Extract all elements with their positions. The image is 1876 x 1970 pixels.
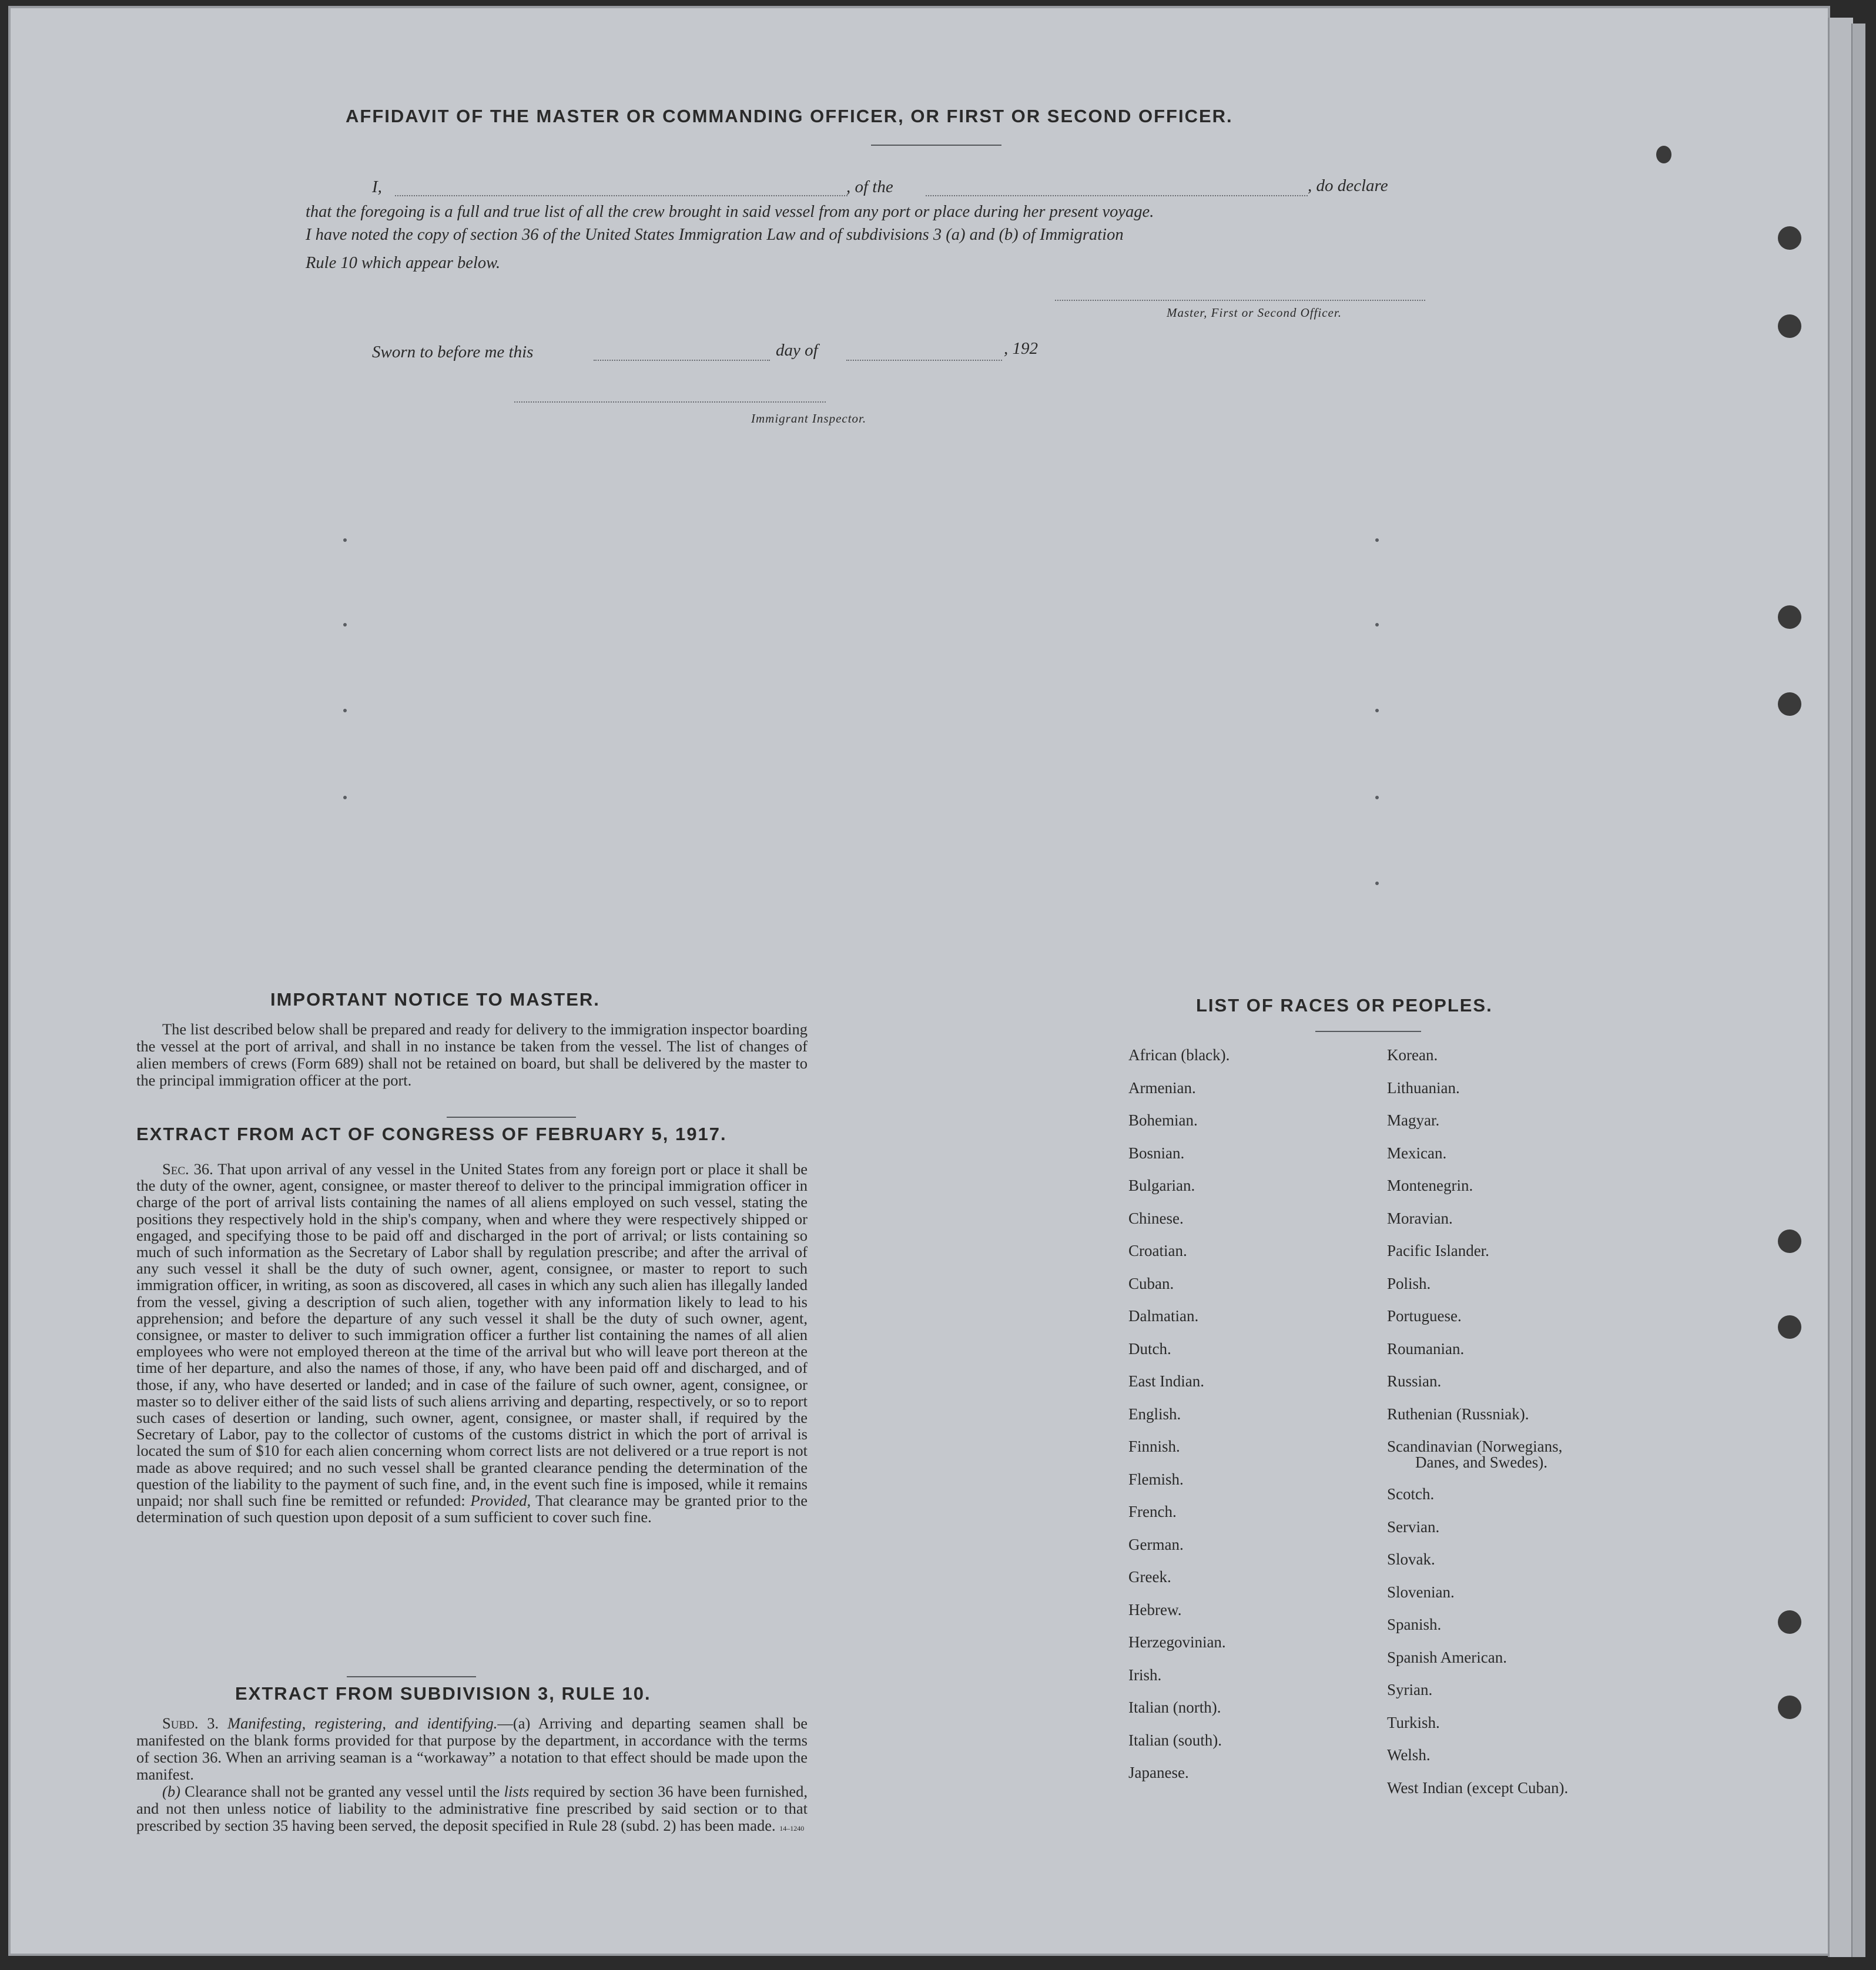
subdivision-heading: Manifesting, registering, and identifying. bbox=[227, 1714, 498, 1732]
race-item: Italian (north). bbox=[1128, 1698, 1221, 1716]
section-36-body: That upon arrival of any vessel in the United States from any foreign port or place it shall be the duty of the owner, agent, consignee, or master thereof to deliver to the principal immigration officer in charge of the port of arrival lists containing the names of all aliens employed on such vessel, stating the positions they respectively hold in the ship's company, when and where they were respectively shipped or engaged, and specifying those to be paid off and discharged in the port of arrival; or lists containing so much of such information as the Secretary of Labor shall by regulation prescribe; and after the arrival of any such vessel it shall be the duty of such owner, agent, consignee, or master to report to such immigration officer, in writing, as soon as discovered, all cases in which any such alien has illegally landed from the vessel, giving a description of such alien, together with any information likely to lead to his apprehension; and before the departure of any such vessel it shall be the duty of such owner, agent, consignee, or master to deliver to such immigration officer a further list containing the names of all alien employees who were not employed thereon at the time of the arrival but who will leave port thereon at the time of her departure, and also the names of those, if any, who have been paid off and discharged, and of those, if any, who have deserted or landed; and in case of the failure of such owner, agent, consignee, or master so to deliver either of the said lists of such aliens arriving and departing, respectively, or so to report such cases of desertion or landing, such owner, agent, consignee, or master shall, if required by the Secretary of Labor, pay to the collector of customs of the customs district in which the port of arrival is located the sum of $10 for each alien concerning whom correct lists are not delivered or a true report is not made as above required; and no such vessel shall be granted clearance pending the determination of the question of the liability to the payment of such fine, and, in the event such fine is imposed, while it remains unpaid; nor shall such fine be remitted or refunded: bbox=[136, 1160, 808, 1510]
extract-act-title: EXTRACT FROM ACT OF CONGRESS OF FEBRUARY 5, 1917. bbox=[136, 1124, 727, 1144]
race-item: Greek. bbox=[1128, 1568, 1171, 1586]
do-declare-label: , do declare bbox=[1308, 176, 1388, 195]
race-item: Dalmatian. bbox=[1128, 1307, 1199, 1325]
signature-blank[interactable] bbox=[1055, 300, 1425, 301]
race-item: Scandinavian (Norwegians, bbox=[1387, 1438, 1563, 1455]
punch-hole bbox=[1778, 314, 1801, 338]
races-title: LIST OF RACES OR PEOPLES. bbox=[1196, 995, 1493, 1016]
races-column-1 bbox=[1128, 1039, 1230, 1790]
race-item: Korean. bbox=[1387, 1046, 1438, 1064]
punch-hole bbox=[1778, 1229, 1801, 1253]
form-number: 14–1240 bbox=[779, 1824, 805, 1832]
punch-hole bbox=[1778, 1610, 1801, 1634]
inspector-blank[interactable] bbox=[514, 401, 826, 403]
race-item: Welsh. bbox=[1387, 1746, 1431, 1764]
race-item: Bohemian. bbox=[1128, 1111, 1198, 1129]
race-item: Scotch. bbox=[1387, 1485, 1435, 1503]
race-item: Irish. bbox=[1128, 1666, 1162, 1684]
races-column-2 bbox=[1387, 1039, 1568, 1804]
race-item: Moravian. bbox=[1387, 1209, 1453, 1227]
affidavit-i-label: I, bbox=[372, 177, 382, 196]
race-item: Bosnian. bbox=[1128, 1144, 1185, 1162]
race-item: Magyar. bbox=[1387, 1111, 1440, 1129]
subdivision-b-label: (b) bbox=[162, 1783, 180, 1800]
race-item: Portuguese. bbox=[1387, 1307, 1462, 1325]
race-item: Armenian. bbox=[1128, 1078, 1196, 1097]
ink-blot bbox=[1656, 146, 1671, 163]
stray-mark bbox=[1375, 709, 1379, 712]
affidavit-body-line-1: that the foregoing is a full and true list of all the crew brought in said vessel from any port or place during her present voyage. bbox=[306, 203, 1154, 221]
subdivision-a-paragraph bbox=[136, 1715, 808, 1783]
race-item: Spanish American. bbox=[1387, 1648, 1507, 1666]
races-title-rule bbox=[1315, 1031, 1421, 1032]
race-item: Flemish. bbox=[1128, 1470, 1184, 1488]
race-item: African (black). bbox=[1128, 1046, 1230, 1064]
race-item: German. bbox=[1128, 1535, 1184, 1553]
subdivision-lead: Subd. 3. bbox=[162, 1714, 219, 1732]
race-item: Hebrew. bbox=[1128, 1600, 1182, 1619]
sworn-label: Sworn to before me this bbox=[372, 343, 534, 361]
subdivision-b-paragraph bbox=[136, 1783, 808, 1837]
race-item: Finnish. bbox=[1128, 1438, 1180, 1455]
month-blank[interactable] bbox=[846, 360, 1002, 361]
race-item: Polish. bbox=[1387, 1274, 1431, 1292]
race-item: East Indian. bbox=[1128, 1372, 1204, 1390]
vessel-blank[interactable] bbox=[926, 195, 1308, 196]
race-item: Bulgarian. bbox=[1128, 1177, 1195, 1194]
race-item: Italian (south). bbox=[1128, 1731, 1222, 1749]
punch-hole bbox=[1778, 226, 1801, 250]
race-item: Pacific Islander. bbox=[1387, 1242, 1489, 1259]
section-rule bbox=[447, 1117, 576, 1118]
race-item: Syrian. bbox=[1387, 1681, 1433, 1698]
race-item: Turkish. bbox=[1387, 1713, 1440, 1731]
race-item: Croatian. bbox=[1128, 1242, 1187, 1259]
subdivision-b-lists: lists bbox=[504, 1783, 530, 1800]
extract-rule-text bbox=[136, 1715, 808, 1837]
notice-title: IMPORTANT NOTICE TO MASTER. bbox=[270, 989, 600, 1010]
year-label: , 192 bbox=[1004, 339, 1038, 358]
race-item: Japanese. bbox=[1128, 1764, 1189, 1781]
extract-rule-title: EXTRACT FROM SUBDIVISION 3, RULE 10. bbox=[235, 1683, 651, 1704]
race-item: Dutch. bbox=[1128, 1339, 1171, 1358]
stray-mark bbox=[1375, 882, 1379, 885]
extract-act-text bbox=[136, 1161, 808, 1525]
race-item: English. bbox=[1128, 1405, 1181, 1423]
race-item: Ruthenian (Russniak). bbox=[1387, 1405, 1529, 1423]
race-item: Roumanian. bbox=[1387, 1339, 1465, 1358]
race-item: Herzegovinian. bbox=[1128, 1633, 1226, 1651]
affidavit-title: AFFIDAVIT OF THE MASTER OR COMMANDING OFFICER, OR FIRST OR SECOND OFFICER. bbox=[346, 106, 1233, 126]
proviso-word: Provided, bbox=[470, 1492, 531, 1510]
of-the-label: , of the bbox=[846, 177, 893, 196]
day-of-label: day of bbox=[776, 341, 818, 360]
punch-hole bbox=[1778, 692, 1801, 716]
proviso-body: That clearance may be granted prior to the determination of such question upon deposit of a sum sufficient to cover such fine. bbox=[136, 1492, 808, 1526]
subdivision-b-body-1: Clearance shall not be granted any vessel until the bbox=[185, 1783, 500, 1800]
subdivision-a-label: —(a) bbox=[497, 1714, 531, 1732]
punch-hole bbox=[1778, 1315, 1801, 1339]
race-item: Lithuanian. bbox=[1387, 1078, 1460, 1097]
race-item: Russian. bbox=[1387, 1372, 1442, 1390]
page-edge-back bbox=[1851, 24, 1865, 1957]
subdivision-b-body-2: required by section 36 have been furnished, and not then unless notice of liability to the administrative fine prescribed by said section or to that prescribed by section 35 having been served, the deposit specified in Rule 28 (subd. 2) has been made. bbox=[136, 1783, 808, 1834]
stray-mark bbox=[1375, 796, 1379, 799]
race-item: Servian. bbox=[1387, 1517, 1440, 1536]
punch-hole bbox=[1778, 1696, 1801, 1719]
punch-hole bbox=[1778, 605, 1801, 629]
show-through-text bbox=[235, 109, 242, 135]
affidavit-body-line-2: I have noted the copy of section 36 of the United States Immigration Law and of subdivisions 3 (a) and (b) of Immigration bbox=[306, 226, 1124, 244]
affidavit-body-line-3: Rule 10 which appear below. bbox=[306, 254, 501, 272]
section-lead: Sec. 36. bbox=[162, 1160, 213, 1178]
notice-paragraph: The list described below shall be prepared and ready for delivery to the immigration inspector boarding the vessel at the port of arrival, and shall in no instance be taken from the vessel. The list of changes of alien members of crews (Form 689) shall not be retained on board, but shall be delivered by the master to the principal immigration officer at the port. bbox=[136, 1020, 808, 1089]
stray-mark bbox=[343, 709, 347, 712]
stray-mark bbox=[343, 796, 347, 799]
race-item: Spanish. bbox=[1387, 1616, 1442, 1633]
day-blank[interactable] bbox=[594, 360, 770, 361]
race-item: Danes, and Swedes). bbox=[1415, 1453, 1547, 1471]
page-edge bbox=[1828, 18, 1853, 1957]
race-item: Cuban. bbox=[1128, 1274, 1174, 1292]
stray-mark bbox=[343, 538, 347, 542]
stray-mark bbox=[343, 623, 347, 626]
race-item: Chinese. bbox=[1128, 1209, 1184, 1227]
notice-text bbox=[136, 1021, 808, 1089]
race-item: West Indian (except Cuban). bbox=[1387, 1778, 1569, 1797]
race-item: Mexican. bbox=[1387, 1144, 1447, 1162]
stray-mark bbox=[1375, 538, 1379, 542]
section-rule bbox=[347, 1676, 476, 1677]
title-rule bbox=[871, 145, 1001, 146]
race-item: Montenegrin. bbox=[1387, 1177, 1473, 1194]
inspector-caption: Immigrant Inspector. bbox=[751, 411, 867, 426]
name-blank[interactable] bbox=[395, 195, 847, 196]
race-item: Slovenian. bbox=[1387, 1583, 1455, 1601]
subdivision-a-body: Arriving and departing seamen shall be manifested on the blank forms provided for that purpose by the department, in accordance with the terms of section 36. When an arriving seaman is a “workaway” a notation to that effect should be made upon the manifest. bbox=[136, 1714, 808, 1783]
race-item: Slovak. bbox=[1387, 1550, 1435, 1568]
signature-caption: Master, First or Second Officer. bbox=[1167, 306, 1342, 320]
race-item: French. bbox=[1128, 1503, 1177, 1520]
stray-mark bbox=[1375, 623, 1379, 626]
section-36-paragraph bbox=[136, 1161, 808, 1525]
